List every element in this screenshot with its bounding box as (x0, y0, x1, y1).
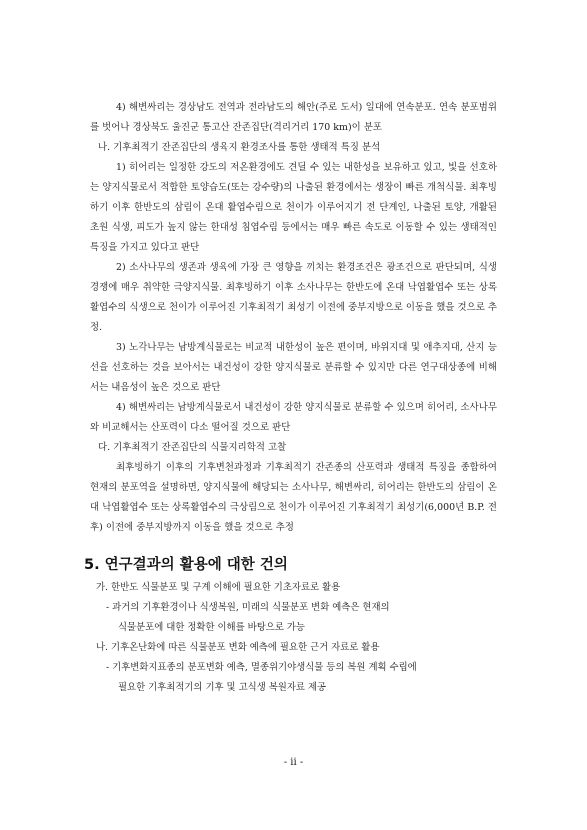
subsection-na-title: 나. 기후최적기 잔존집단의 생육지 환경조사를 통한 생태적 특징 분석 (98, 142, 381, 153)
page-number: - ii - (283, 757, 304, 768)
item-na: 나. 기후온난화에 따른 식물분포 변화 예측에 필요한 근거 자료로 활용 (96, 642, 380, 653)
paragraph-da-body: 최후빙하기 이후의 기후변천과정과 기후최적기 잔존종의 산포력과 생태적 특징을 종합하여 현재의 분포역을 설명하면, 양지식물에 해당되는 소사나무, 해변싸리, 히어리는 한반도의 삼림이 온대 낙엽활엽수 또는 상록활엽수의 극상림으로 천이가 이루어진 기후최적기 최성기(6,000년 B.P. 전후) 이전에 중부지방까지 이동을 했을 것으로 추정 (90, 462, 497, 533)
item-ga-dash: - 과거의 기후환경이나 식생복원, 미래의 식물분포 변화 예측은 현재의 (106, 602, 390, 613)
paragraph-na-item4: 4) 해변싸리는 남방계식물로서 내건성이 강한 양지식물로 분류할 수 있으며 히어리, 소사나무와 비교해서는 산포력이 다소 떨어질 것으로 판단 (90, 402, 497, 433)
section-4-body (90, 98, 497, 538)
subsection-da-title: 다. 기후최적기 잔존집단의 식물지리학적 고찰 (98, 442, 287, 453)
paragraph-item4-top: 4) 해변싸리는 경상남도 전역과 전라남도의 해안(주로 도서) 일대에 연속분포. 연속 분포범위를 벗어나 경상북도 울진군 통고산 잔존집단(격리거리 170 km)이 분포 (90, 102, 497, 133)
item-ga-dash-cont: 식물분포에 대한 정확한 이해를 바탕으로 가능 (118, 622, 305, 633)
section-5-heading: 5. 연구결과의 활용에 대한 건의 (84, 557, 288, 573)
paragraph-na-item1: 1) 히어리는 일정한 강도의 저온환경에도 견딜 수 있는 내한성을 보유하고 있고, 빛을 선호하는 양지식물로서 적합한 토양습도(또는 강수량)의 나출된 환경에서는 생장이 빠른 개척식물. 최후빙하기 이후 한반도의 삼림이 온대 활엽수림으로 천이가 이루어지기 전 단계인, 나출된 토양, 개활된 초원 식생, 피도가 높지 않는 한대성 침엽수림 등에서는 매우 빠른 속도로 이동할 수 있는 생태적인 특징을 가지고 있다고 판단 (90, 162, 497, 253)
item-ga: 가. 한반도 식물분포 및 구계 이해에 필요한 기초자료로 활용 (96, 582, 341, 593)
item-na-dash: - 기후변화지표종의 분포변화 예측, 멸종위기야생식물 등의 복원 계획 수립에 (106, 662, 417, 673)
section-5-body (96, 578, 496, 698)
paragraph-na-item3: 3) 노각나무는 남방계식물로는 비교적 내한성이 높은 편이며, 바위지대 및 애추지대, 산지 능선을 선호하는 것을 보아서는 내건성이 강한 양지식물로 분류할 수 있지만 다른 연구대상종에 비해서는 내음성이 높은 것으로 판단 (90, 342, 497, 393)
item-na-dash-cont: 필요한 기후최적기의 기후 및 고식생 복원자료 제공 (118, 682, 327, 693)
paragraph-na-item2: 2) 소사나무의 생존과 생육에 가장 큰 영향을 끼치는 환경조건은 광조건으로 판단되며, 식생경쟁에 매우 취약한 극양지식물. 최후빙하기 이후 소사나무는 한반도에 온대 낙엽활엽수 또는 상록활엽수의 식생으로 천이가 이루어진 기후최적기 최성기 이전에 중부지방으로 이동을 했을 것으로 추정. (90, 262, 497, 333)
